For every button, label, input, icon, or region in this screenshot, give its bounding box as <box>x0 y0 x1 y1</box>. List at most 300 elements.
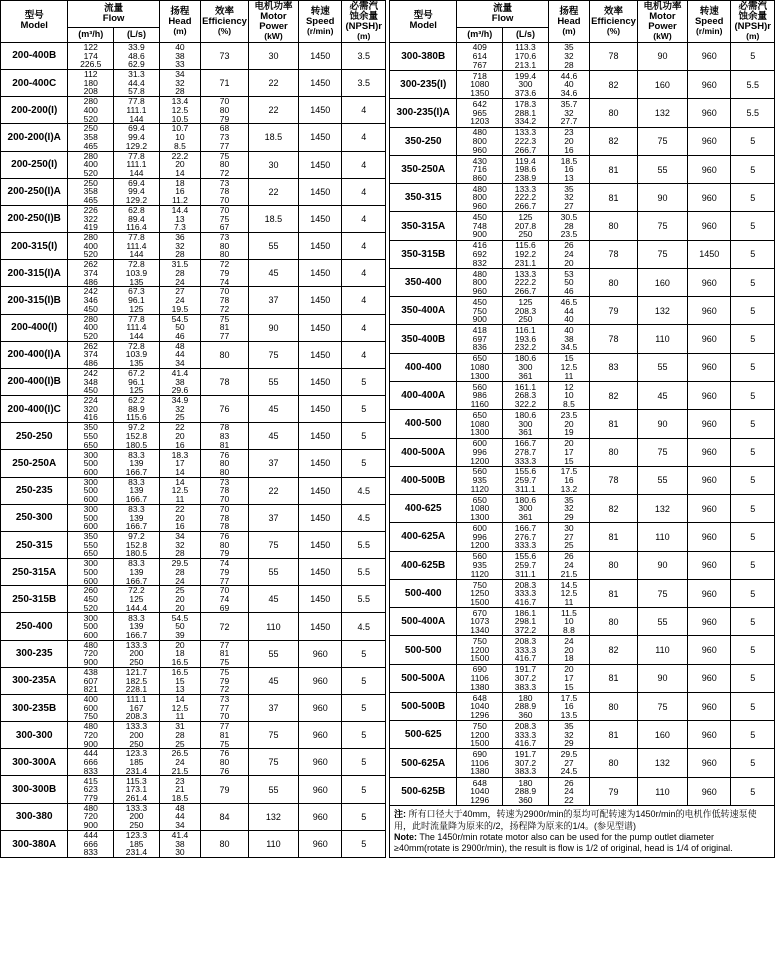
cell-flow-ls <box>114 178 160 205</box>
cell-flow-ls-value: 31.3 <box>128 69 145 80</box>
cell-power: 90 <box>637 551 687 579</box>
cell-power: 22 <box>248 97 298 124</box>
cell-efficiency-value: 77 <box>219 575 230 586</box>
cell-flow-m3h-value: 1120 <box>470 483 489 494</box>
cell-speed: 960 <box>687 579 731 607</box>
cell-efficiency-value: 80 <box>219 458 230 469</box>
cell-head-value: 50 <box>175 621 185 632</box>
cell-flow-ls-value: 333.3 <box>514 729 537 740</box>
cell-head-value: 54.5 <box>171 612 189 623</box>
cell-head-value: 10 <box>564 616 574 627</box>
cell-flow-ls-value: 300 <box>518 418 533 429</box>
cell-head-value: 30 <box>175 847 185 858</box>
cell-flow-ls <box>114 423 160 450</box>
cell-power: 110 <box>637 777 687 806</box>
cell-flow-m3h-value: 444 <box>83 748 98 759</box>
cell-flow-ls-value: 103.9 <box>125 349 148 360</box>
cell-efficiency: 71 <box>201 70 249 97</box>
cell-head <box>159 830 200 858</box>
cell-flow-ls <box>114 124 160 151</box>
cell-efficiency-value: 81 <box>219 729 230 740</box>
cell-flow-ls-value: 300 <box>518 79 533 90</box>
cell-flow-ls-value: 69.4 <box>128 177 145 188</box>
cell-flow-ls-value: 259.7 <box>514 475 537 486</box>
cell-flow-ls-value: 191.7 <box>514 664 537 675</box>
cell-flow-m3h <box>457 721 503 749</box>
cell-efficiency-value: 72 <box>219 684 230 695</box>
cell-efficiency-value: 73 <box>219 476 230 487</box>
cell-head-value: 20 <box>175 602 185 613</box>
cell-head-value: 13.4 <box>171 96 189 107</box>
cell-flow-m3h-value: 480 <box>83 639 98 650</box>
cell-model: 300-300B <box>1 776 68 803</box>
cell-flow-m3h-value: 614 <box>472 51 487 62</box>
cell-efficiency: 78 <box>590 42 638 70</box>
cell-head-value: 32 <box>564 51 574 62</box>
cell-flow-m3h <box>457 240 503 268</box>
cell-head-value: 24 <box>175 757 185 768</box>
cell-flow-ls-value: 232.2 <box>514 342 537 353</box>
cell-flow-m3h-value: 280 <box>83 96 98 107</box>
cell-flow-m3h-value: 960 <box>472 201 487 212</box>
header-npsh: 必需汽 蚀余量 (NPSH)r (m) <box>342 1 386 43</box>
cell-flow-ls-value: 266.7 <box>514 285 537 296</box>
cell-model: 200-315(I)A <box>1 260 68 287</box>
cell-flow-ls-value: 135 <box>129 276 144 287</box>
cell-speed: 960 <box>687 297 731 325</box>
cell-efficiency-value: 70 <box>219 286 230 297</box>
cell-flow-ls-value: 139 <box>129 485 144 496</box>
cell-npsh: 5 <box>731 466 775 494</box>
table-row <box>1 314 386 341</box>
cell-flow-m3h <box>457 410 503 438</box>
cell-flow-m3h <box>457 664 503 692</box>
cell-flow-ls-value: 182.5 <box>125 675 148 686</box>
cell-flow-m3h-value: 560 <box>472 381 487 392</box>
cell-npsh: 5 <box>731 127 775 155</box>
cell-efficiency: 80 <box>590 551 638 579</box>
cell-speed: 960 <box>687 42 731 70</box>
cell-speed: 1450 <box>298 368 342 395</box>
cell-head-value: 10.7 <box>171 123 189 134</box>
cell-model: 400-500A <box>390 438 457 466</box>
table-header-row-right <box>390 1 775 28</box>
cell-speed: 960 <box>687 127 731 155</box>
cell-flow-ls-value: 77.8 <box>128 313 145 324</box>
cell-flow-ls-value: 123.3 <box>125 830 148 841</box>
cell-npsh: 5 <box>342 803 386 830</box>
cell-model: 300-380B <box>390 42 457 70</box>
cell-speed: 960 <box>687 99 731 127</box>
cell-flow-ls-value: 228.1 <box>125 684 148 695</box>
cell-speed: 960 <box>298 640 342 667</box>
cell-flow-m3h <box>68 613 114 640</box>
table-row <box>1 504 386 531</box>
cell-flow-ls-value: 133.3 <box>125 721 148 732</box>
cell-head <box>548 382 589 410</box>
cell-flow-m3h <box>68 97 114 124</box>
cell-efficiency <box>201 477 249 504</box>
cell-head-value: 28 <box>175 729 185 740</box>
cell-head-value: 10 <box>564 390 574 401</box>
cell-flow-ls-value: 173.1 <box>125 784 148 795</box>
table-row <box>1 586 386 613</box>
cell-efficiency: 80 <box>590 99 638 127</box>
cell-speed: 1450 <box>298 450 342 477</box>
cell-flow-ls-value: 288.9 <box>514 701 537 712</box>
header-flow-unit-m3h: (m³/h) <box>457 28 503 43</box>
cell-efficiency-value: 76 <box>219 748 230 759</box>
cell-head-value: 21.5 <box>171 765 189 776</box>
cell-head-value: 24 <box>564 559 574 570</box>
cell-head-value: 28 <box>175 548 185 559</box>
cell-flow-m3h <box>457 495 503 523</box>
cell-flow-m3h-value: 418 <box>472 325 487 336</box>
cell-head-value: 17 <box>564 446 574 457</box>
cell-flow-m3h <box>457 353 503 381</box>
cell-model: 350-400A <box>390 297 457 325</box>
cell-head-value: 17 <box>175 458 185 469</box>
cell-flow-m3h <box>457 777 503 806</box>
cell-flow-ls-value: 307.2 <box>514 672 537 683</box>
cell-flow-ls-value: 111.1 <box>126 104 147 115</box>
cell-flow-ls <box>503 268 549 296</box>
cell-head-value: 13 <box>175 213 185 224</box>
cell-npsh: 5 <box>731 608 775 636</box>
cell-flow-ls-value: 111.4 <box>126 240 147 251</box>
cell-flow-ls-value: 372.2 <box>514 625 537 636</box>
cell-head-value: 50 <box>564 277 574 288</box>
cell-efficiency <box>201 233 249 260</box>
cell-model: 250-235 <box>1 477 68 504</box>
cell-npsh: 5 <box>731 382 775 410</box>
cell-power: 55 <box>637 608 687 636</box>
cell-head-value: 34 <box>175 358 185 369</box>
cell-flow-ls-value: 322.2 <box>514 398 537 409</box>
cell-flow-m3h-value: 600 <box>83 702 98 713</box>
cell-flow-m3h-value: 322 <box>83 213 98 224</box>
cell-flow-ls-value: 129.2 <box>125 195 148 206</box>
cell-efficiency-value: 70 <box>219 96 230 107</box>
cell-head-value: 20 <box>564 438 574 449</box>
cell-flow-m3h-value: 1160 <box>470 398 489 409</box>
cell-power: 75 <box>637 579 687 607</box>
cell-flow-ls-value: 361 <box>518 512 533 523</box>
cell-head-value: 46 <box>175 330 185 341</box>
cell-head <box>159 586 200 613</box>
cell-npsh: 4.5 <box>342 613 386 640</box>
cell-flow-m3h-value: 832 <box>472 257 487 268</box>
cell-flow-m3h-value: 112 <box>83 69 98 80</box>
cell-head-value: 22.2 <box>171 150 189 161</box>
cell-head-value: 13.2 <box>560 483 578 494</box>
cell-efficiency-value: 76 <box>219 531 230 542</box>
cell-flow-m3h-value: 262 <box>83 340 98 351</box>
table-row <box>390 523 775 551</box>
table-row <box>1 124 386 151</box>
cell-flow-m3h-value: 900 <box>83 657 98 668</box>
cell-efficiency-value: 75 <box>219 657 230 668</box>
cell-model: 250-250 <box>1 423 68 450</box>
cell-head-value: 20 <box>175 639 185 650</box>
cell-head-value: 32 <box>175 539 185 550</box>
cell-efficiency: 81 <box>590 184 638 212</box>
cell-power: 132 <box>248 803 298 830</box>
cell-npsh: 4 <box>342 124 386 151</box>
cell-efficiency-value: 81 <box>219 648 230 659</box>
cell-npsh: 4 <box>342 97 386 124</box>
cell-flow-ls <box>114 559 160 586</box>
cell-efficiency: 80 <box>590 438 638 466</box>
cell-head <box>159 450 200 477</box>
cell-flow-m3h-value: 750 <box>472 305 487 316</box>
cell-power: 90 <box>637 410 687 438</box>
cell-model: 300-380 <box>1 803 68 830</box>
cell-efficiency <box>201 640 249 667</box>
cell-flow-m3h-value: 800 <box>472 135 487 146</box>
cell-flow-ls <box>503 551 549 579</box>
cell-head <box>159 531 200 558</box>
cell-flow-ls-value: 416.7 <box>514 653 537 664</box>
cell-flow-m3h-value: 450 <box>83 303 98 314</box>
cell-head <box>159 70 200 97</box>
header-head: 扬程 Head (m) <box>548 1 589 43</box>
cell-flow-ls <box>503 127 549 155</box>
cell-model: 300-300 <box>1 722 68 749</box>
cell-flow-ls-value: 166.7 <box>514 522 537 533</box>
cell-npsh: 5 <box>342 423 386 450</box>
cell-head-value: 20 <box>564 644 574 655</box>
cell-efficiency-value: 76 <box>219 449 230 460</box>
pump-rows-left <box>1 42 386 858</box>
cell-npsh: 5 <box>731 721 775 749</box>
cell-head-value: 16 <box>564 164 574 175</box>
cell-flow-m3h-value: 260 <box>83 585 98 596</box>
cell-head-value: 18 <box>175 177 185 188</box>
cell-flow-m3h-value: 1380 <box>470 766 490 777</box>
cell-head-value: 26 <box>564 777 574 788</box>
cell-flow-m3h-value: 300 <box>83 503 98 514</box>
cell-flow-ls-value: 133.3 <box>514 268 537 279</box>
cell-head-value: 12.5 <box>171 485 189 496</box>
cell-model: 200-400C <box>1 70 68 97</box>
cell-head-value: 23.5 <box>560 229 578 240</box>
cell-head-value: 25 <box>175 585 185 596</box>
cell-flow-m3h <box>68 151 114 178</box>
cell-flow-ls-value: 166.7 <box>125 493 148 504</box>
cell-flow-ls-value: 144 <box>129 167 144 178</box>
cell-head-value: 28 <box>564 220 574 231</box>
cell-flow-ls <box>114 70 160 97</box>
cell-head-value: 46 <box>564 285 574 296</box>
cell-head-value: 38 <box>175 50 185 61</box>
cell-speed: 960 <box>687 353 731 381</box>
cell-flow-m3h-value: 800 <box>472 192 487 203</box>
table-row <box>1 667 386 694</box>
cell-flow-m3h-value: 716 <box>472 164 487 175</box>
cell-flow-m3h-value: 1296 <box>470 709 490 720</box>
header-flow-unit-ls: (L/s) <box>503 28 549 43</box>
cell-head-value: 44 <box>175 811 185 822</box>
cell-flow-m3h-value: 280 <box>83 232 98 243</box>
cell-speed: 1450 <box>298 586 342 613</box>
cell-efficiency: 79 <box>590 297 638 325</box>
cell-flow-m3h-value: 242 <box>83 286 98 297</box>
cell-speed: 960 <box>687 495 731 523</box>
cell-head-value: 16.5 <box>171 657 189 668</box>
cell-flow-m3h <box>457 438 503 466</box>
cell-flow-m3h-value: 465 <box>83 195 98 206</box>
cell-efficiency: 79 <box>201 776 249 803</box>
cell-efficiency <box>201 559 249 586</box>
cell-flow-m3h-value: 800 <box>472 277 487 288</box>
cell-model: 400-500B <box>390 466 457 494</box>
table-row <box>390 212 775 240</box>
cell-flow-m3h-value: 1120 <box>470 568 489 579</box>
table-row <box>1 830 386 858</box>
cell-flow-m3h-value: 560 <box>472 466 487 477</box>
cell-head-value: 17.5 <box>560 692 578 703</box>
cell-model: 200-200(I) <box>1 97 68 124</box>
cell-power: 132 <box>637 99 687 127</box>
cell-flow-m3h-value: 690 <box>472 749 487 760</box>
cell-npsh: 5 <box>731 297 775 325</box>
cell-efficiency-value: 76 <box>219 765 230 776</box>
cell-flow-m3h-value: 1300 <box>470 427 490 438</box>
cell-head-value: 48 <box>175 340 185 351</box>
cell-npsh: 5 <box>731 410 775 438</box>
cell-efficiency-value: 72 <box>219 303 230 314</box>
cell-head-value: 16 <box>175 439 185 450</box>
cell-flow-m3h <box>68 559 114 586</box>
table-row <box>390 495 775 523</box>
cell-flow-ls-value: 231.4 <box>125 847 148 858</box>
cell-flow-ls <box>503 579 549 607</box>
cell-head <box>548 353 589 381</box>
cell-flow-m3h-value: 500 <box>83 566 98 577</box>
cell-flow-m3h-value: 346 <box>83 295 98 306</box>
table-row <box>1 205 386 232</box>
cell-npsh: 4 <box>342 287 386 314</box>
cell-head-value: 20 <box>175 159 185 170</box>
cell-flow-m3h-value: 935 <box>472 559 487 570</box>
cell-speed: 960 <box>687 664 731 692</box>
cell-flow-ls-value: 83.3 <box>128 612 145 623</box>
cell-head-value: 14 <box>175 694 185 705</box>
cell-model: 200-250(I) <box>1 151 68 178</box>
cell-flow-ls-value: 333.3 <box>514 588 537 599</box>
cell-flow-ls-value: 259.7 <box>514 559 537 570</box>
cell-head <box>159 613 200 640</box>
cell-power: 18.5 <box>248 124 298 151</box>
cell-npsh: 3.5 <box>342 70 386 97</box>
cell-power: 55 <box>637 353 687 381</box>
cell-npsh: 5 <box>731 495 775 523</box>
cell-flow-m3h <box>457 325 503 353</box>
pump-table-right <box>389 0 775 858</box>
cell-flow-ls <box>503 777 549 806</box>
note-cell <box>390 806 775 858</box>
cell-flow-ls-value: 383.3 <box>514 766 537 777</box>
cell-head-value: 27 <box>175 286 185 297</box>
cell-efficiency <box>201 260 249 287</box>
cell-head-value: 24 <box>175 575 185 586</box>
cell-flow-m3h-value: 1500 <box>470 596 490 607</box>
cell-flow-ls <box>114 450 160 477</box>
cell-head-value: 40 <box>564 314 574 325</box>
table-row <box>1 178 386 205</box>
cell-flow-ls-value: 250 <box>518 314 533 325</box>
table-row <box>1 694 386 721</box>
cell-efficiency: 82 <box>590 71 638 99</box>
cell-flow-m3h <box>68 396 114 423</box>
cell-head-value: 12.5 <box>171 702 189 713</box>
cell-flow-ls <box>503 99 549 127</box>
table-row <box>1 559 386 586</box>
cell-flow-ls-value: 125 <box>518 212 533 223</box>
cell-head-value: 20 <box>564 418 574 429</box>
cell-efficiency <box>201 178 249 205</box>
cell-head-value: 34 <box>175 69 185 80</box>
cell-flow-ls <box>114 477 160 504</box>
cell-npsh: 5 <box>731 664 775 692</box>
cell-head-value: 18 <box>564 653 574 664</box>
cell-model: 200-400(I)C <box>1 396 68 423</box>
cell-npsh: 3.5 <box>342 42 386 69</box>
cell-npsh: 5.5 <box>342 586 386 613</box>
cell-efficiency: 84 <box>201 803 249 830</box>
cell-efficiency-value: 77 <box>219 330 230 341</box>
cell-power: 37 <box>248 450 298 477</box>
cell-flow-ls-value: 144.4 <box>125 602 148 613</box>
cell-flow-ls-value: 72.8 <box>128 259 145 270</box>
cell-npsh: 5 <box>342 722 386 749</box>
cell-flow-ls-value: 311.1 <box>515 568 536 579</box>
cell-flow-ls-value: 152.8 <box>125 430 148 441</box>
table-row <box>1 42 386 69</box>
cell-flow-ls-value: 83.3 <box>128 449 145 460</box>
cell-flow-ls-value: 115.3 <box>126 775 147 786</box>
cell-head-value: 32 <box>564 107 574 118</box>
cell-flow-ls-value: 99.4 <box>128 186 145 197</box>
cell-flow-ls-value: 311.1 <box>515 483 536 494</box>
cell-power: 75 <box>637 438 687 466</box>
cell-flow-m3h-value: 300 <box>83 612 98 623</box>
cell-flow-m3h <box>457 268 503 296</box>
cell-efficiency-value: 70 <box>219 503 230 514</box>
cell-model: 300-235A <box>1 667 68 694</box>
cell-npsh: 4 <box>342 260 386 287</box>
cell-flow-ls <box>114 233 160 260</box>
cell-flow-m3h-value: 648 <box>472 777 487 788</box>
cell-flow-ls-value: 89.4 <box>128 213 145 224</box>
cell-flow-m3h-value: 465 <box>83 140 98 151</box>
cell-speed: 960 <box>687 212 731 240</box>
cell-head <box>159 803 200 830</box>
cell-flow-m3h-value: 833 <box>83 847 98 858</box>
table-row <box>390 353 775 381</box>
cell-flow-ls <box>503 240 549 268</box>
cell-flow-m3h-value: 1200 <box>470 455 490 466</box>
cell-flow-m3h <box>68 830 114 858</box>
cell-npsh: 5 <box>731 42 775 70</box>
cell-flow-m3h <box>457 382 503 410</box>
cell-flow-m3h-value: 996 <box>472 531 487 542</box>
cell-model: 200-315(I) <box>1 233 68 260</box>
cell-power: 132 <box>637 749 687 777</box>
table-row <box>1 287 386 314</box>
note-row <box>390 806 775 858</box>
